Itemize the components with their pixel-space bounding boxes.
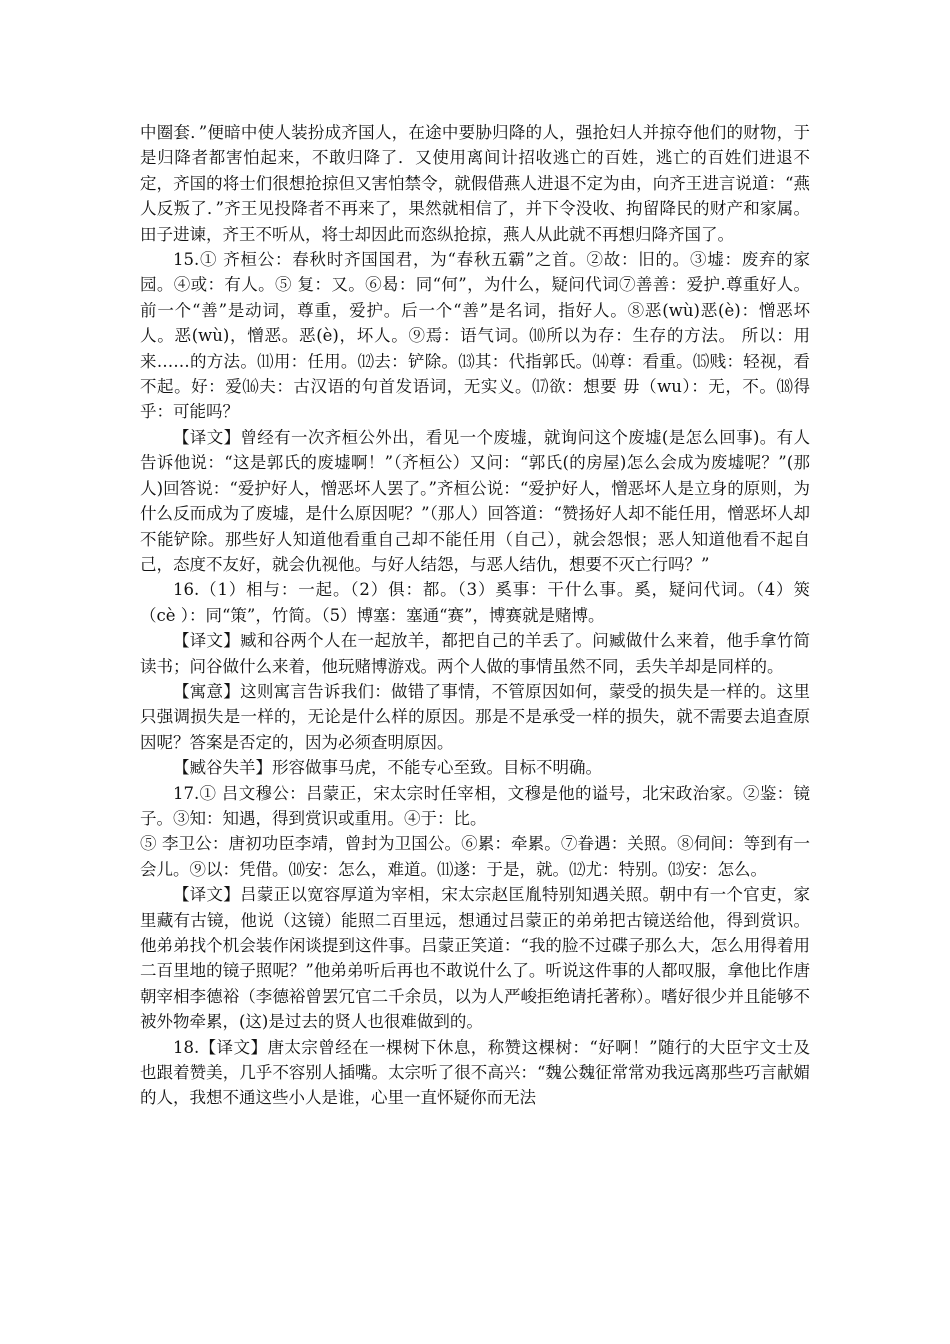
paragraph-idiom-16: 【臧谷失羊】形容做事马虎，不能专心至致。目标不明确。 [173,758,602,778]
paragraph-yan-story-end: 中圈套．”便暗中使人装扮成齐国人，在途中要胁归降的人，强抢妇人并掠夺他们的财物，于是归降者都害怕起来，不敢归降了．又使用离间计招收逃亡的百姓，逃亡的百姓们进退不定，齐国的将士们很想抢掠但又害怕禁令，就假借燕人进退不定为由，向齐王进言说道：“燕人反叛了．”齐王见投降者不再来了，果然就相信了，并下令没收、拘留降民的财产和家属。田子进谏，齐王不听从，将士却因此而恣纵抢掠，燕人从此就不再想归降齐国了。 [140,123,810,244]
paragraph-notes-17b: ⑤ 李卫公：唐初功臣李靖，曾封为卫国公。⑥累：牵累。⑦眷遇：关照。⑧伺间：等到有一会儿。⑨以：凭借。⑽安：怎么，难道。⑾遂：于是，就。⑿尤：特别。⒀安：怎么。 [140,834,810,879]
paragraph-notes-17a: 17.① 吕文穆公：吕蒙正，宋太宗时任宰相，文穆是他的谥号，北宋政治家。②鉴：镜子。③知：知遇，得到赏识或重用。④于：比。 [140,783,810,828]
paragraph-translation-16: 【译文】臧和谷两个人在一起放羊，都把自己的羊丢了。问臧做什么来着，他手拿竹简读书；问谷做什么来着，他玩赌博游戏。两个人做的事情虽然不同，丢失羊却是同样的。 [140,631,810,676]
paragraph-translation-17: 【译文】吕蒙正以宽容厚道为宰相，宋太宗赵匡胤特别知遇关照。朝中有一个官吏，家里藏有古镜，他说（这镜）能照二百里远，想通过吕蒙正的弟弟把古镜送给他，得到赏识。他弟弟找个机会装作闲谈提到这件事。吕蒙正笑道：“我的脸不过碟子那么大，怎么用得着用二百里地的镜子照呢？”他弟弟听后再也不敢说什么了。听说这件事的人都叹服，拿他比作唐朝宰相李德裕（李德裕曾罢冗官二千余员，以为人严峻拒绝请托著称）。嗜好很少并且能够不被外物牵累，(这)是过去的贤人也很难做到的。 [140,885,810,1032]
paragraph-moral-16: 【寓意】这则寓言告诉我们：做错了事情，不管原因如何，蒙受的损失是一样的。这里只强调损失是一样的，无论是什么样的原因。那是不是承受一样的损失，就不需要去追查原因呢？答案是否定的，因为必须查明原因。 [140,681,810,752]
paragraph-notes-16: 16.（1）相与：一起。（2）俱：都。（3）奚事：干什么事。奚，疑问代词。（4）筴（cè ）：同“策”，竹简。（5）博塞：塞通“赛”，博赛就是赌博。 [140,580,810,625]
paragraph-notes-15: 15.① 齐桓公：春秋时齐国国君，为“春秋五霸”之首。②故：旧的。③墟：废弃的家园。④或：有人。⑤ 复：又。⑥曷：同“何”，为什么，疑问代词⑦善善：爱护.尊重好人。前一个“善”是动词，尊重，爱护。后一个“善”是名词，指好人。⑧恶(wù)恶(è)：憎恶坏人。恶(wù)，憎恶。恶(è)，坏人。⑨焉：语气词。⑽所以为存：生存的方法。 所以：用来……的方法。⑾用：任用。⑿去：铲除。⒀其：代指郭氏。⒁尊：看重。⒂贱：轻视，看不起。好：爱⒃夫：古汉语的句首发语词，无实义。⒄欲：想要 毋（wu）：无，不。⒅得乎：可能吗？ [140,250,810,422]
paragraph-translation-15: 【译文】曾经有一次齐桓公外出，看见一个废墟，就询问这个废墟(是怎么回事)。有人告诉他说：“这是郭氏的废墟啊！”（齐桓公）又问：“郭氏(的房屋)怎么会成为废墟呢？”(那人)回答说：“爱护好人，憎恶坏人罢了。”齐桓公说：“爱护好人，憎恶坏人是立身的原则，为什么反而成为了废墟，是什么原因呢？”（那人）回答道：“赞扬好人却不能任用，憎恶坏人却不能铲除。那些好人知道他看重自己却不能任用（自己），就会怨恨；恶人知道他看不起自己，态度不友好，就会仇视他。与好人结怨，与恶人结仇，想要不灭亡行吗？” [140,427,810,574]
paragraph-translation-18: 18.【译文】唐太宗曾经在一棵树下休息，称赞这棵树：“好啊！”随行的大臣宇文士及也跟着赞美，几乎不容别人插嘴。太宗听了很不高兴：“魏公魏征常常劝我远离那些巧言献媚的人，我想不通这些小人是谁，心里一直怀疑你而无法 [140,1037,810,1108]
